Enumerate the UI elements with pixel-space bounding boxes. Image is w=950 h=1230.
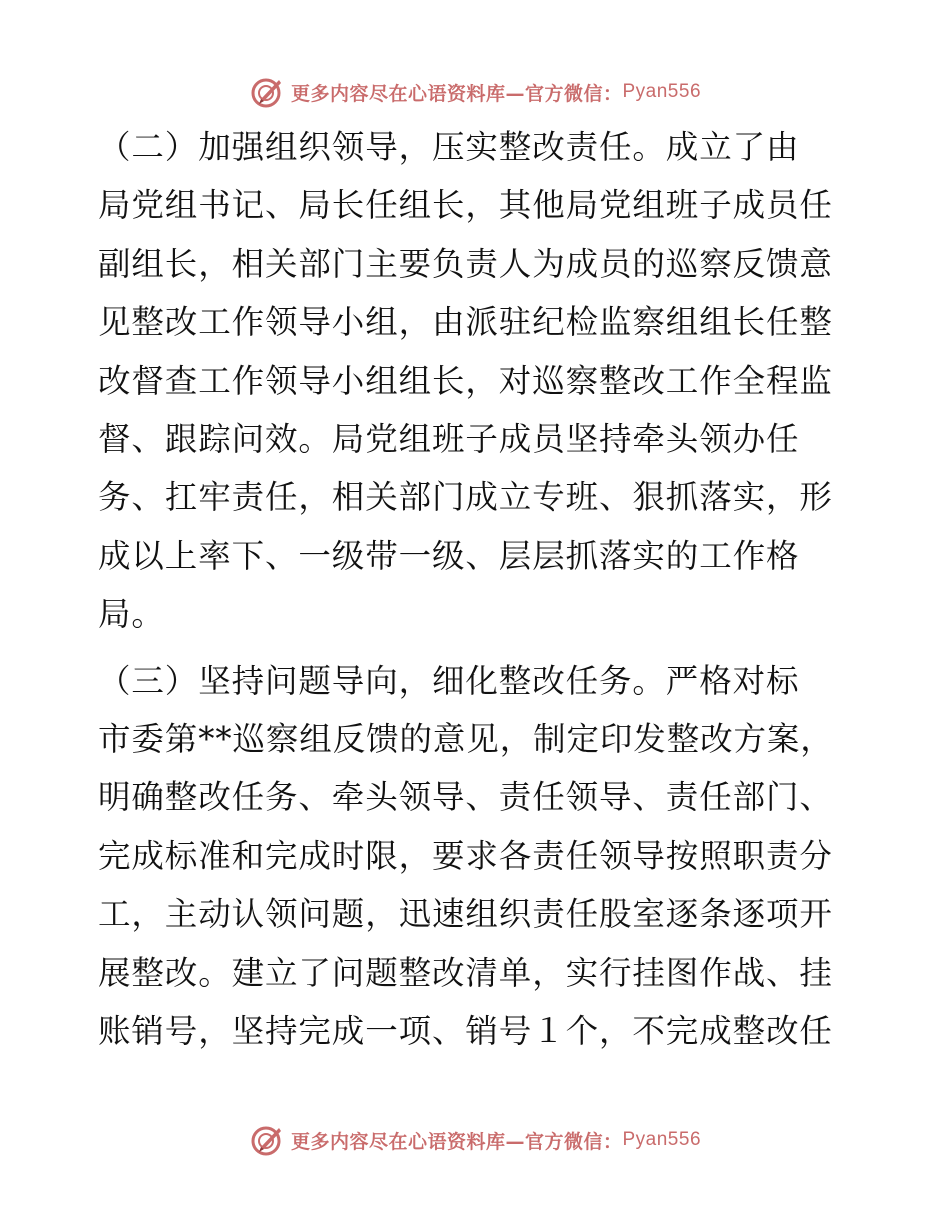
text-line: 改督查工作领导小组组长，对巡察整改工作全程监 xyxy=(98,361,833,400)
text-line: 展整改。建立了问题整改清单，实行挂图作战、挂 xyxy=(98,953,833,992)
text-line: （二）加强组织领导，压实整改责任。成立了由 xyxy=(98,128,800,166)
text-line: 完成标准和完成时限，要求各责任领导按照职责分 xyxy=(98,836,833,875)
banner-text-cn: 更多内容尽在心语资料库—官方微信： xyxy=(290,82,623,105)
text-line: 工，主动认领问题，迅速组织责任股室逐条逐项开 xyxy=(98,895,833,934)
quill-pen-logo-icon xyxy=(249,75,283,109)
text-line: 成以上率下、一级带一级、层层抓落实的工作格 xyxy=(98,536,800,575)
paragraph-three xyxy=(98,652,858,1061)
text-line: 局。 xyxy=(98,595,165,634)
text-line: 明确整改任务、牵头领导、责任领导、责任部门、 xyxy=(98,778,833,817)
text-line: 账销号，坚持完成一项、销号１个，不完成整改任 xyxy=(98,1012,833,1051)
footer-watermark-banner xyxy=(0,1120,950,1160)
text-line: 市委第**巡察组反馈的意见，制定印发整改方案， xyxy=(98,720,834,759)
text-line: 局党组书记、局长任组长，其他局党组班子成员任 xyxy=(98,186,833,225)
document-body xyxy=(98,118,858,1061)
paragraph-two xyxy=(98,118,858,644)
text-line: 督、跟踪问效。局党组班子成员坚持牵头领办任 xyxy=(98,420,800,459)
header-watermark-banner xyxy=(0,72,950,112)
banner-wechat-id: Pyan556 xyxy=(622,1129,702,1150)
text-line: 务、扛牢责任，相关部门成立专班、狠抓落实，形 xyxy=(98,478,833,517)
banner-text-cn: 更多内容尽在心语资料库—官方微信： xyxy=(290,1130,623,1153)
quill-pen-logo-icon xyxy=(249,1123,283,1157)
text-line: （三）坚持问题导向，细化整改任务。严格对标 xyxy=(98,661,800,700)
text-line: 见整改工作领导小组，由派驻纪检监察组组长任整 xyxy=(98,303,833,342)
text-line: 副组长，相关部门主要负责人为成员的巡察反馈意 xyxy=(98,244,833,283)
banner-wechat-id: Pyan556 xyxy=(622,81,702,102)
